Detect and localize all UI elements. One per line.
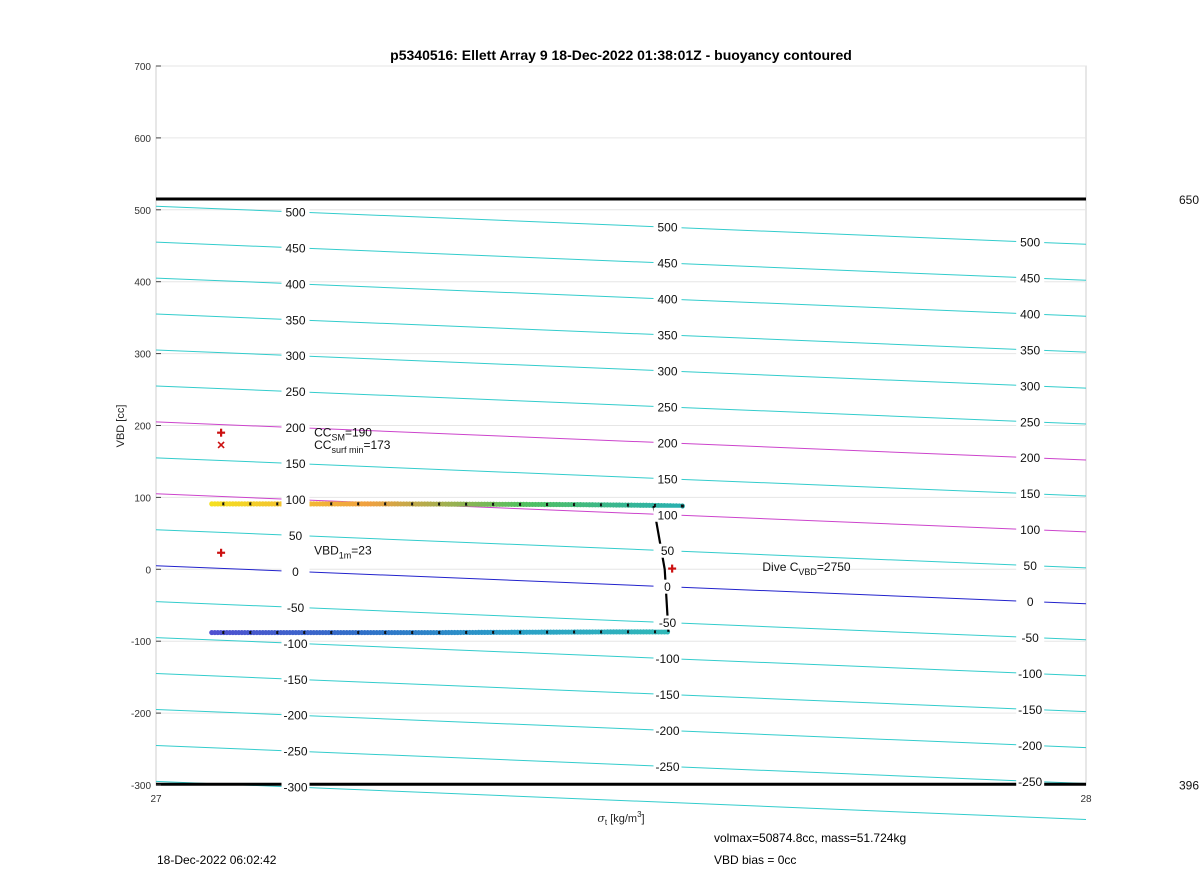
contour-label: 300 (657, 364, 678, 379)
y-tick-label: -300 (130, 781, 151, 792)
chart-title: p5340516: Ellett Array 9 18-Dec-2022 01:38:01Z - buoyancy contoured (390, 47, 852, 63)
contour-label: 250 (285, 385, 306, 400)
contour-label: 400 (1020, 307, 1041, 322)
contour-label: 200 (285, 421, 306, 436)
annotation-base: Dive C (762, 560, 799, 575)
contour-label: 150 (1020, 487, 1041, 502)
y-tick-label: 200 (134, 421, 151, 433)
contour-label: -150 (655, 688, 680, 703)
footer-vbd-bias: VBD bias = 0cc (714, 853, 797, 867)
annotation-base: CC (314, 425, 332, 440)
annotation-sub: SM (331, 432, 345, 443)
y-axis-label: VBD [cc] (115, 404, 127, 448)
contour-label: 100 (285, 493, 306, 508)
contour-label: 0 (1026, 595, 1034, 610)
annotation-base: VBD (314, 543, 339, 558)
annotation-sub: 1m (338, 550, 352, 561)
contour-label: -200 (1018, 738, 1043, 753)
contour-label: -50 (1021, 630, 1039, 645)
contour-label: -100 (283, 636, 308, 651)
contour-label: 150 (657, 472, 678, 487)
contour-label: 450 (285, 241, 306, 256)
contour-label: -150 (1018, 702, 1043, 717)
y-tick-label: 700 (134, 62, 151, 73)
contour-label: 50 (288, 528, 303, 543)
y-tick-label: 500 (134, 205, 151, 217)
y-tick-label: 100 (134, 493, 151, 505)
x-axis-units-sup: 3 (637, 810, 642, 819)
y-tick-label: 300 (134, 349, 151, 361)
contour-label: 200 (657, 436, 678, 451)
x-axis-units: [kg/m (607, 813, 638, 825)
contour-label: 100 (1020, 523, 1041, 538)
annotation-tail: =173 (363, 437, 391, 452)
contour-label: -200 (655, 723, 680, 738)
series-tick-0 (681, 505, 684, 508)
y-tick-label: -100 (130, 637, 151, 649)
annotation-sub: surf min (331, 444, 364, 455)
contour-label: -50 (286, 600, 305, 615)
contour-label: -50 (658, 616, 677, 631)
contour-label: 350 (1020, 343, 1041, 358)
contour-label: -250 (283, 744, 308, 759)
y-tick-label: 0 (145, 565, 151, 577)
contour-label: 300 (1020, 379, 1041, 394)
contour-label: 0 (292, 564, 299, 579)
contour-label: 400 (657, 292, 678, 307)
contour-label: 0 (664, 580, 671, 595)
annotation-tail: =23 (351, 543, 372, 558)
contour-label: -100 (655, 652, 680, 667)
annotation-tail: =2750 (816, 560, 851, 575)
contour-label: 150 (285, 457, 306, 472)
contour-label: 500 (1020, 235, 1041, 250)
footer-timestamp: 18-Dec-2022 06:02:42 (157, 853, 277, 867)
annotation-tail: =190 (344, 425, 372, 440)
footer-volmax: volmax=50874.8cc, mass=51.724kg (714, 831, 907, 845)
annotation-sub: VBD (798, 567, 817, 578)
y-tick-label: -200 (130, 709, 151, 721)
contour-label: 350 (285, 313, 306, 328)
y-tick-label: 600 (134, 133, 151, 145)
right-limit-label: 396 (1178, 778, 1199, 793)
right-limit-label: 650 (1178, 193, 1199, 208)
contour-label: -100 (1018, 666, 1043, 681)
contour-label: 50 (1023, 559, 1037, 574)
annotation-base: CC (314, 437, 332, 452)
contour-label: 200 (1020, 451, 1041, 466)
contour-label: -150 (283, 672, 308, 687)
x-tick-label: 28 (1080, 794, 1092, 805)
x-tick-label: 27 (150, 794, 162, 805)
x-axis-symbol-sub: t (604, 818, 608, 827)
contour-label: 300 (285, 349, 306, 364)
y-tick-label: 400 (134, 277, 151, 289)
contour-label: 500 (285, 205, 306, 220)
contour-label: -200 (283, 708, 308, 723)
contour-label: 350 (657, 328, 678, 343)
contour-label: 450 (1020, 271, 1041, 286)
contour-label: 100 (657, 508, 678, 523)
contour-label: 50 (660, 544, 675, 559)
contour-label: 250 (1020, 415, 1041, 430)
x-axis-symbol: σ (597, 812, 605, 825)
contour-label: 250 (657, 400, 678, 415)
contour-label: -250 (655, 759, 680, 774)
x-axis-label (597, 810, 644, 827)
contour-label: 400 (285, 277, 306, 292)
contour-label: 450 (657, 256, 678, 271)
x-axis-units-close: ] (641, 813, 645, 825)
contour-label: -300 (283, 780, 308, 795)
contour-label: 500 (657, 220, 678, 235)
contour-label: -250 (1018, 774, 1043, 789)
